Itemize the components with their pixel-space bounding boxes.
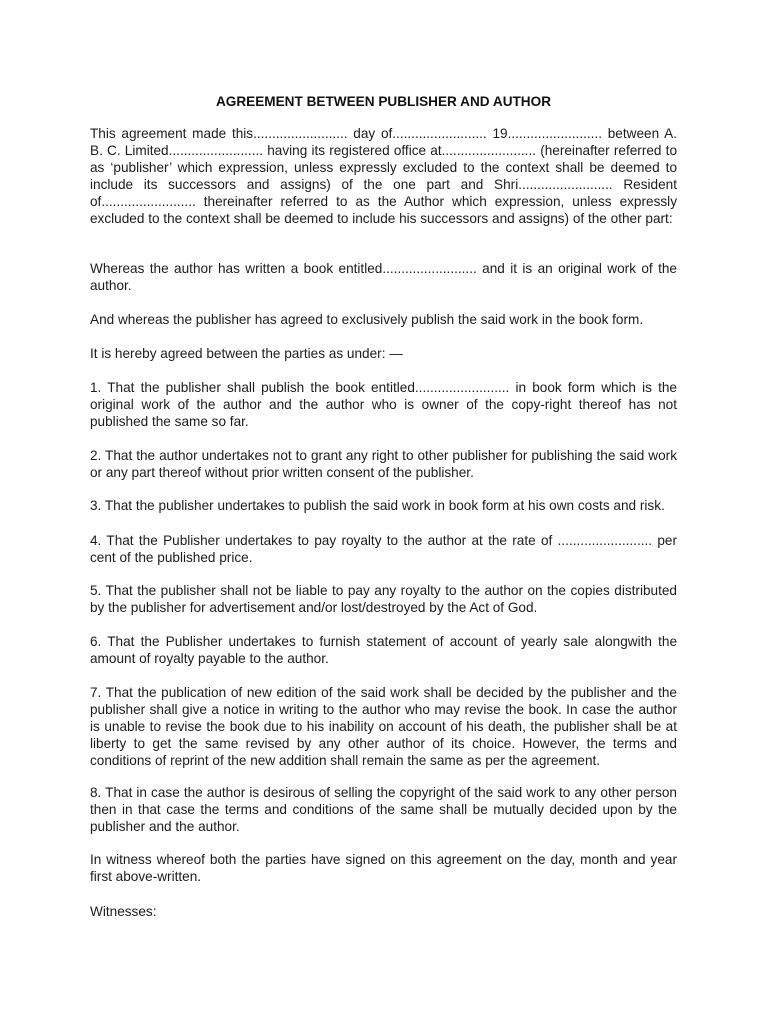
witnesses-label: Witnesses: bbox=[90, 904, 157, 919]
clause-6: 6. That the Publisher undertakes to furnish statement of account of yearly sale alongwith the amount of royalty payable to the author. bbox=[90, 634, 677, 666]
agreed-paragraph: It is hereby agreed between the parties as under: — bbox=[90, 346, 403, 361]
whereas-paragraph: Whereas the author has written a book entitled......................... and it is an original work of the author. bbox=[90, 261, 677, 293]
document-title: AGREEMENT BETWEEN PUBLISHER AND AUTHOR bbox=[215, 94, 552, 109]
clause-5: 5. That the publisher shall not be liable to pay any royalty to the author on the copies distributed by the publisher for advertisement and/or lost/destroyed by the Act of God. bbox=[90, 583, 677, 615]
clause-1: 1. That the publisher shall publish the book entitled......................... in book form which is the original work of the author and the author who is owner of the copy-right thereof has not published the same so far. bbox=[90, 380, 677, 429]
preamble-paragraph: This agreement made this......................... day of......................... 19......................... between A. B. C. Limited......................... having its registered office at......................... (hereinafter referred to as ‘publisher’ which expression, unless expressly excluded to the context shall be deemed to include its successors and assigns) of the one part and Shri......................... Resident of......................... thereinafter referred to as the Author which expression, unless expressly excluded to the context shall be deemed to include his successors and assigns) of the other part: bbox=[90, 126, 677, 226]
clause-4: 4. That the Publisher undertakes to pay royalty to the author at the rate of ......................... per cent of the published price. bbox=[90, 533, 677, 565]
clause-7: 7. That the publication of new edition of the said work shall be decided by the publisher and the publisher shall give a notice in writing to the author who may revise the book. In case the author is unable to revise the book due to his inability on account of his death, the publisher shall be at liberty to get the same revised by any other author of its choice. However, the terms and conditions of reprint of the new addition shall remain the same as per the agreement. bbox=[90, 685, 677, 768]
witness-paragraph: In witness whereof both the parties have signed on this agreement on the day, month and year first above-written. bbox=[90, 852, 677, 884]
clause-2: 2. That the author undertakes not to grant any right to other publisher for publishing the said work or any part thereof without prior written consent of the publisher. bbox=[90, 448, 677, 480]
whereas-publisher-paragraph: And whereas the publisher has agreed to exclusively publish the said work in the book form. bbox=[90, 312, 644, 327]
clause-8: 8. That in case the author is desirous of selling the copyright of the said work to any other person then in that case the terms and conditions of the same shall be mutually decided upon by the publisher and the author. bbox=[90, 785, 677, 834]
clause-3: 3. That the publisher undertakes to publish the said work in book form at his own costs and risk. bbox=[90, 498, 665, 513]
